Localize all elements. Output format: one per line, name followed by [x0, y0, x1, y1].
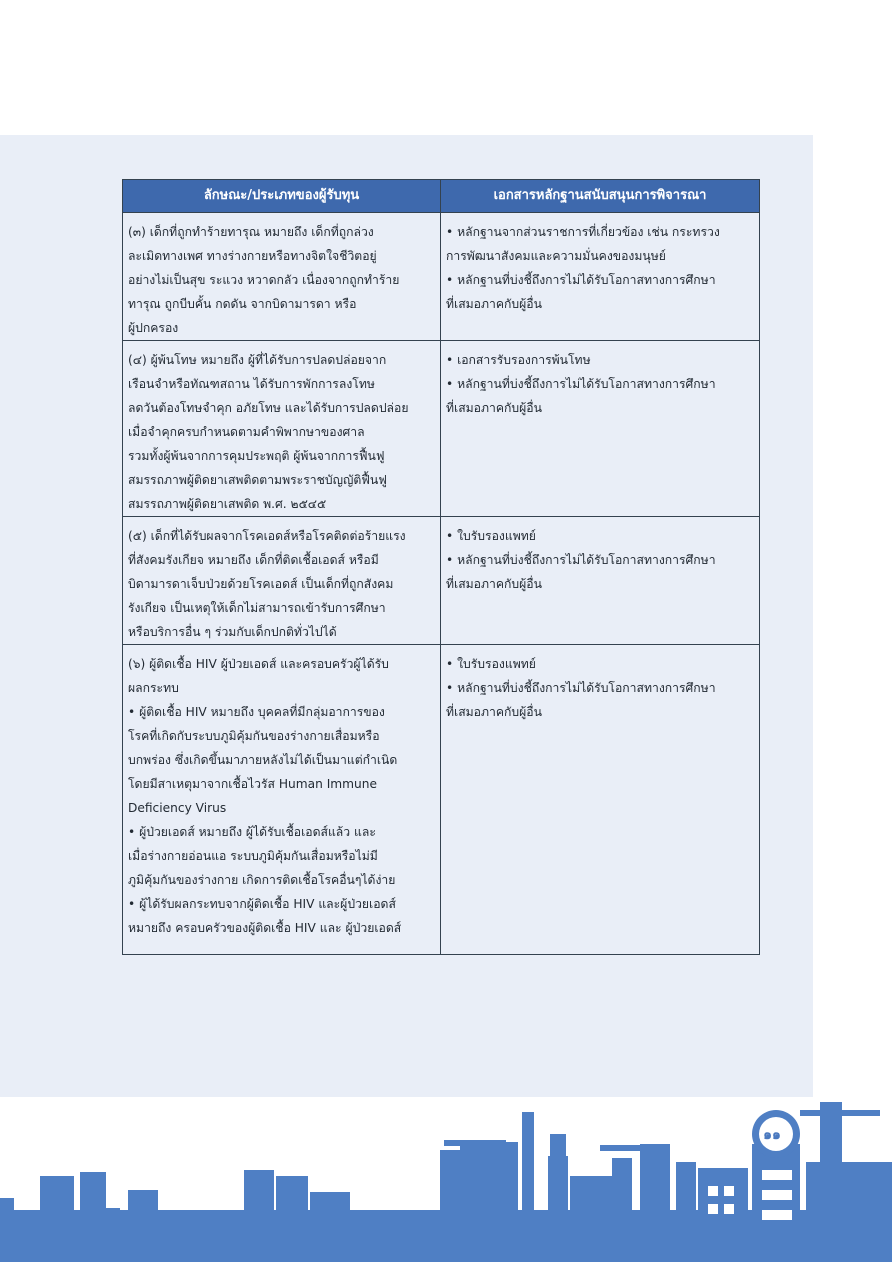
recipient-type-cell: (๔) ผู้พ้นโทษ หมายถึง ผู้ที่ได้รับการปลดปล่อยจาก เรือนจำหรือทัณฑสถาน ได้รับการพักการลงโทษ ลดวันต้องโทษจำคุก อภัยโทษ และได้รับการปลดปล่อย เมื่อจำคุกครบกำหนดตามคำพิพากษาของศาล รวมทั้งผู้พ้นจากการคุมประพฤติ ผู้พ้นจากการฟื้นฟู สมรรถภาพผู้ติดยาเสพติดตามพระราชบัญญัติฟื้นฟู สมรรถภาพผู้ติดยาเสพติด พ.ศ. ๒๕๔๕ [123, 341, 441, 517]
table-row [123, 517, 760, 645]
evidence-cell: • ใบรับรองแพทย์ • หลักฐานที่บ่งชี้ถึงการไม่ได้รับโอกาสทางการศึกษา ที่เสมอภาคกับผู้อื่น [441, 517, 760, 645]
city-skyline-illustration [0, 1090, 892, 1262]
table-row [123, 341, 760, 517]
recipient-type-cell: (๕) เด็กที่ได้รับผลจากโรคเอดส์หรือโรคติดต่อร้ายแรง ที่สังคมรังเกียจ หมายถึง เด็กที่ติดเชื้อเอดส์ หรือมี บิดามารดาเจ็บป่วยด้วยโรคเอดส์ เป็นเด็กที่ถูกสังคม รังเกียจ เป็นเหตุให้เด็กไม่สามารถเข้ารับการศึกษา หรือบริการอื่น ๆ ร่วมกับเด็กปกติทั่วไปได้ [123, 517, 441, 645]
table-header-row [123, 180, 760, 213]
table-row [123, 645, 760, 955]
recipient-type-cell: (๖) ผู้ติดเชื้อ HIV ผู้ป่วยเอดส์ และครอบครัวผู้ได้รับ ผลกระทบ • ผู้ติดเชื้อ HIV หมายถึง บุคคลที่มีกลุ่มอาการของ โรคที่เกิดกับระบบภูมิคุ้มกันของร่างกายเสื่อมหรือ บกพร่อง ซึ่งเกิดขึ้นมาภายหลังไม่ได้เป็นมาแต่กำเนิด โดยมีสาเหตุมาจากเชื้อไวรัส Human Immune Deficiency Virus • ผู้ป่วยเอดส์ หมายถึง ผู้ได้รับเชื้อเอดส์แล้ว และ เมื่อร่างกายอ่อนแอ ระบบภูมิคุ้มกันเสื่อมหรือไม่มี ภูมิคุ้มกันของร่างกาย เกิดการติดเชื้อโรคอื่นๆได้ง่าย • ผู้ได้รับผลกระทบจากผู้ติดเชื้อ HIV และผู้ป่วยเอดส์ หมายถึง ครอบครัวของผู้ติดเชื้อ HIV และ ผู้ป่วยเอดส์ [123, 645, 441, 955]
header-supporting-documents: เอกสารหลักฐานสนับสนุนการพิจารณา [441, 180, 760, 213]
evidence-cell: • เอกสารรับรองการพ้นโทษ • หลักฐานที่บ่งชี้ถึงการไม่ได้รับโอกาสทางการศึกษา ที่เสมอภาคกับผู้อื่น [441, 341, 760, 517]
page-number: ๑๑ [763, 1127, 781, 1143]
recipient-type-cell: (๓) เด็กที่ถูกทำร้ายทารุณ หมายถึง เด็กที่ถูกล่วง ละเมิดทางเพศ ทางร่างกายหรือทางจิตใจชีวิตอยู่ อย่างไม่เป็นสุข ระแวง หวาดกลัว เนื่องจากถูกทำร้าย ทารุณ ถูกบีบคั้น กดดัน จากบิดามารดา หรือ ผู้ปกครอง [123, 213, 441, 341]
header-recipient-type: ลักษณะ/ประเภทของผู้รับทุน [123, 180, 441, 213]
criteria-table [122, 179, 760, 955]
evidence-cell: • หลักฐานจากส่วนราชการที่เกี่ยวข้อง เช่น กระทรวง การพัฒนาสังคมและความมั่นคงของมนุษย์ • หลักฐานที่บ่งชี้ถึงการไม่ได้รับโอกาสทางการศึกษา ที่เสมอภาคกับผู้อื่น [441, 213, 760, 341]
table-row [123, 213, 760, 341]
evidence-cell: • ใบรับรองแพทย์ • หลักฐานที่บ่งชี้ถึงการไม่ได้รับโอกาสทางการศึกษา ที่เสมอภาคกับผู้อื่น [441, 645, 760, 955]
